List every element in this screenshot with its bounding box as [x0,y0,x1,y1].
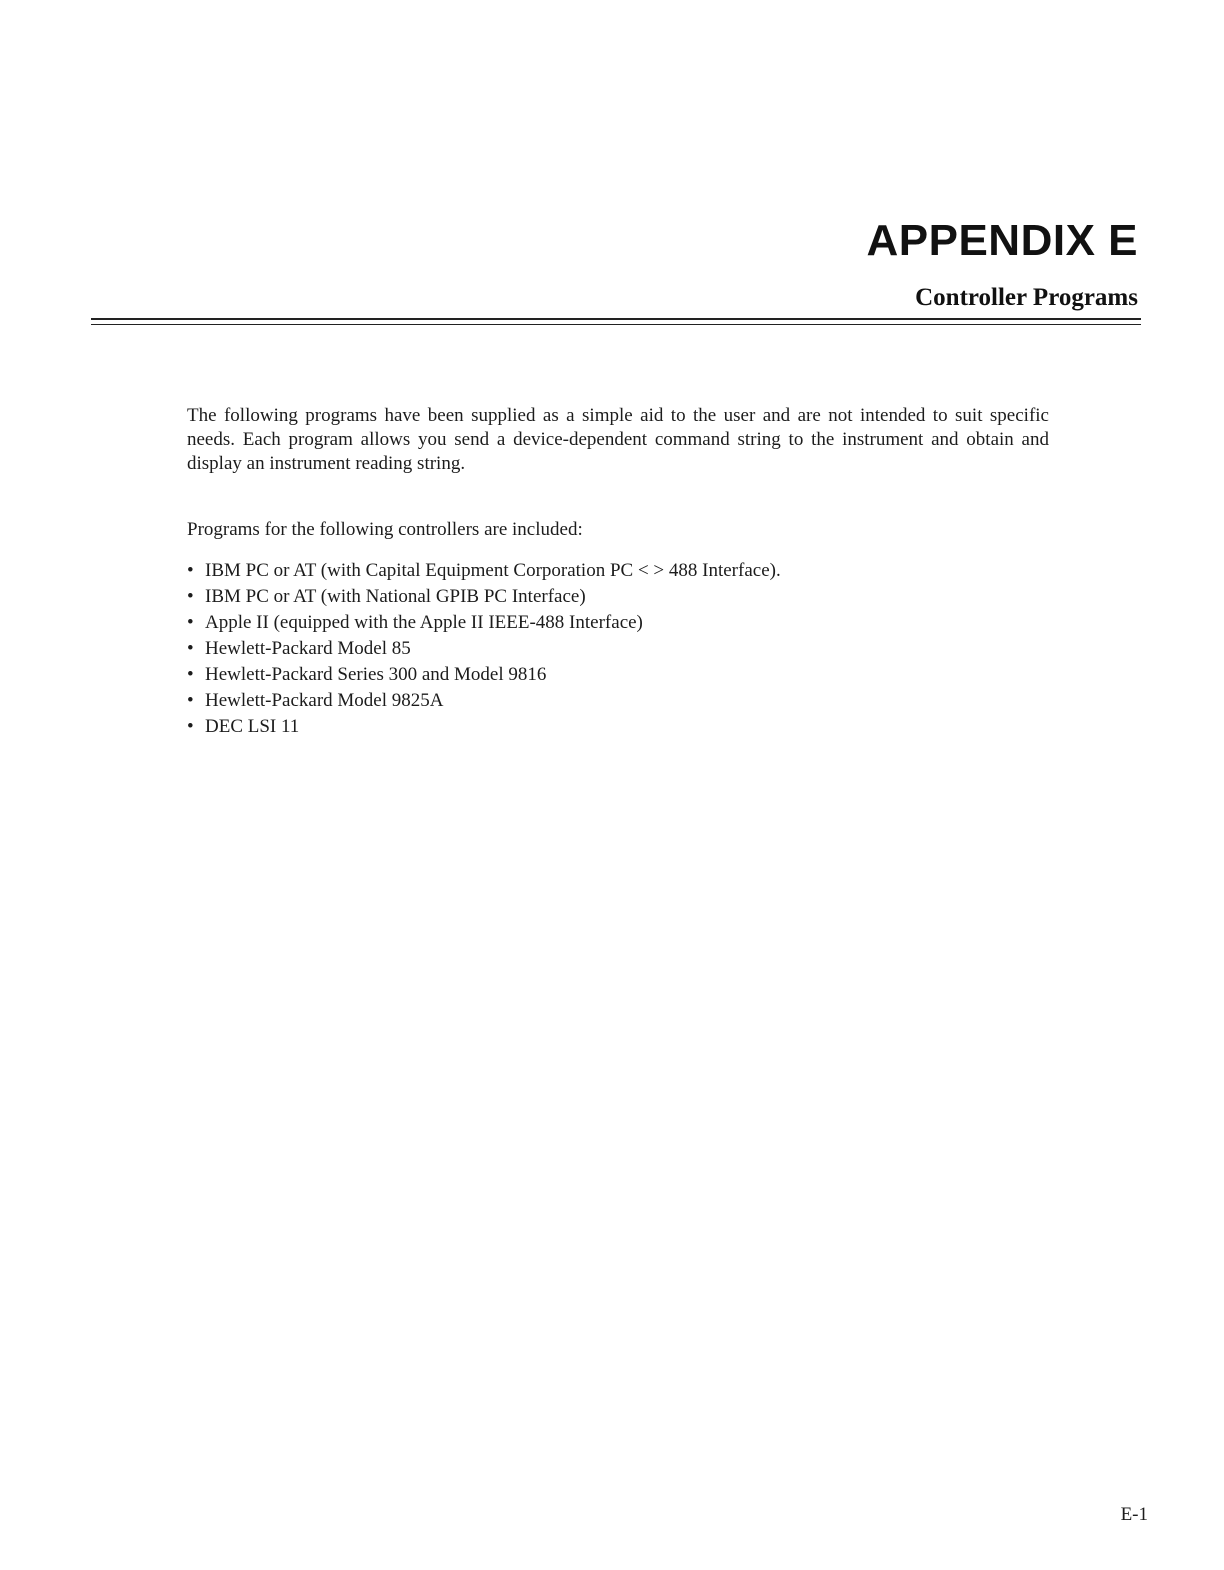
bullet-icon: • [187,638,194,659]
intro-paragraph: The following programs have been supplied as a simple aid to the user and are not intended to suit specific needs. Each program allows you send a device-dependent command string to the instrument and obtain and display an instrument reading string. [187,405,1049,474]
list-item [187,584,1049,610]
page-number: E-1 [1120,1504,1148,1525]
bullet-icon: • [187,716,194,737]
list-item [187,636,1049,662]
controllers-list [187,558,1049,740]
list-item-text: Hewlett-Packard Model 9825A [205,690,444,711]
list-item [187,558,1049,584]
controllers-lead-text: Programs for the following controllers are included: [187,519,583,540]
list-item-text: Hewlett-Packard Series 300 and Model 9816 [205,664,547,685]
appendix-title: APPENDIX E [866,216,1138,265]
list-item-text: IBM PC or AT (with National GPIB PC Interface) [205,586,586,607]
list-item [187,688,1049,714]
bullet-icon: • [187,690,194,711]
header-rule-thin [91,324,1141,325]
bullet-icon: • [187,586,194,607]
bullet-icon: • [187,612,194,633]
main-content [187,404,1049,740]
bullet-icon: • [187,560,194,581]
list-item-text: Apple II (equipped with the Apple II IEEE-488 Interface) [205,612,643,633]
list-item [187,610,1049,636]
list-item-text: IBM PC or AT (with Capital Equipment Corporation PC < > 488 Interface). [205,560,781,581]
header-rule-thick [91,318,1141,320]
list-item-text: DEC LSI 11 [205,716,300,737]
list-item [187,662,1049,688]
appendix-subtitle: Controller Programs [915,284,1138,311]
bullet-icon: • [187,664,194,685]
list-item [187,714,1049,740]
list-item-text: Hewlett-Packard Model 85 [205,638,411,659]
